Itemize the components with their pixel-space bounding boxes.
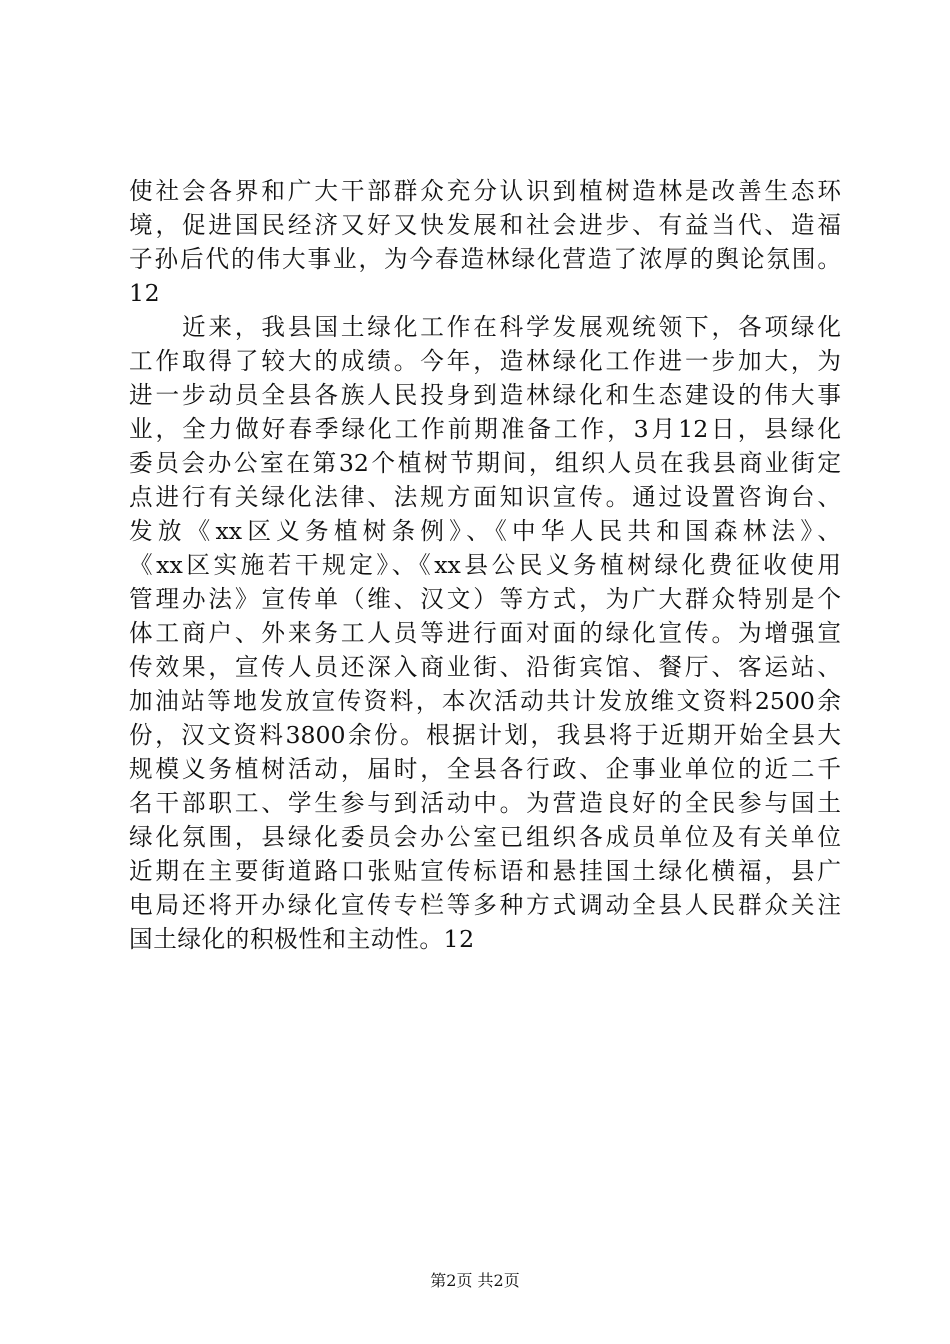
paragraph-line: 点进行有关绿化法律、法规方面知识宣传。通过设置咨询台、 [129, 483, 841, 511]
paragraph-line: 工作取得了较大的成绩。今年，造林绿化工作进一步加大，为 [129, 347, 841, 375]
paragraph-line: 近期在主要街道路口张贴宣传标语和悬挂国土绿化横福，县广 [129, 857, 841, 885]
paragraph-line: 电局还将开办绿化宣传专栏等多种方式调动全县人民群众关注 [129, 891, 841, 919]
paragraph-line: 发放《xx区义务植树条例》、《中华人民共和国森林法》、 [129, 517, 841, 545]
paragraph-line: 份，汉文资料3800余份。根据计划，我县将于近期开始全县大 [129, 721, 841, 749]
paragraph-line: 进一步动员全县各族人民投身到造林绿化和生态建设的伟大事 [129, 381, 841, 409]
paragraph-line: 传效果，宣传人员还深入商业街、沿街宾馆、餐厅、客运站、 [129, 653, 841, 681]
paragraph-line: 境，促进国民经济又好又快发展和社会进步、有益当代、造福 [129, 211, 841, 239]
paragraph-line: 《xx区实施若干规定》、《xx县公民义务植树绿化费征收使用 [129, 551, 841, 579]
paragraph-line: 规模义务植树活动，届时，全县各行政、企事业单位的近二千 [129, 755, 841, 783]
page-number-label: 第2页 共2页 [430, 1271, 520, 1290]
paragraph-line: 绿化氛围，县绿化委员会办公室已组织各成员单位及有关单位 [129, 823, 841, 851]
paragraph-line: 近来，我县国土绿化工作在科学发展观统领下，各项绿化 [129, 313, 841, 341]
paragraph-line: 体工商户、外来务工人员等进行面对面的绿化宣传。为增强宣 [129, 619, 841, 647]
paragraph-line: 管理办法》宣传单（维、汉文）等方式，为广大群众特别是个 [129, 585, 841, 613]
paragraph-line: 国土绿化的积极性和主动性。12 [129, 925, 475, 953]
paragraph-line: 使社会各界和广大干部群众充分认识到植树造林是改善生态环 [129, 177, 841, 205]
paragraph-line: 名干部职工、学生参与到活动中。为营造良好的全民参与国土 [129, 789, 841, 817]
paragraph-line: 子孙后代的伟大事业，为今春造林绿化营造了浓厚的舆论氛围。 [129, 245, 841, 273]
paragraph-line: 委员会办公室在第32个植树节期间，组织人员在我县商业街定 [129, 449, 841, 477]
paragraph-line: 12 [129, 279, 161, 307]
page-footer [0, 1271, 950, 1291]
paragraph-line: 业，全力做好春季绿化工作前期准备工作，3月12日，县绿化 [129, 415, 841, 443]
paragraph-line: 加油站等地发放宣传资料，本次活动共计发放维文资料2500余 [129, 687, 841, 715]
